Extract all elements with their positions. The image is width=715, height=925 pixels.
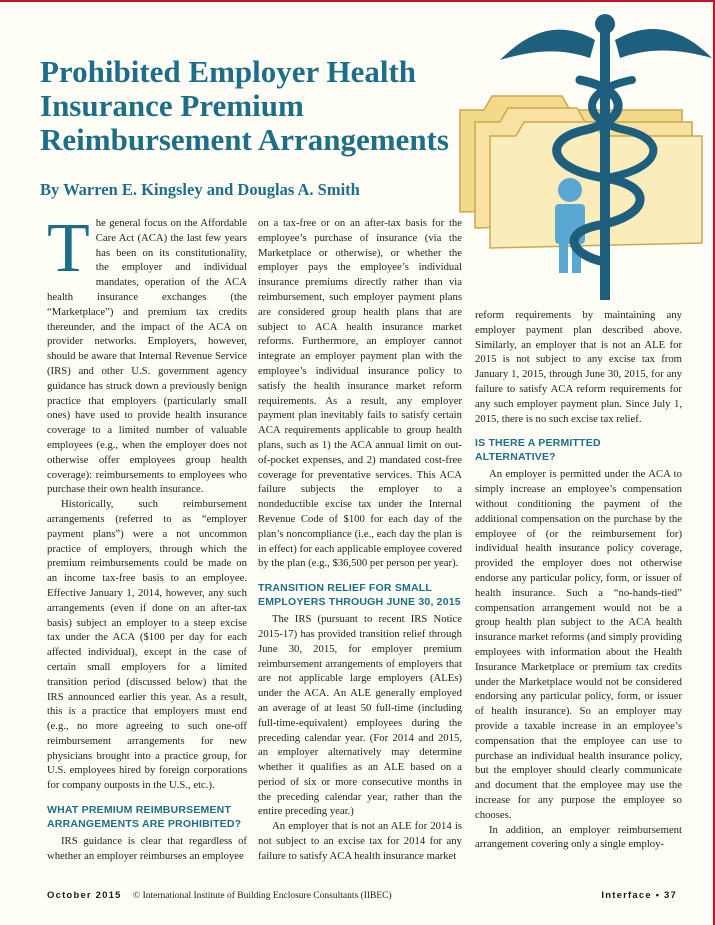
section-heading-prohibited: WHAT PREMIUM REIMBURSEMENT ARRANGEMENTS ARE PROHIBITED? bbox=[47, 804, 242, 831]
paragraph-2: Historically, such reimbursement arrangements (referred to as “employer payment plans”) were a not uncommon practice of employers, through which the premium reimbursements could be made on an income tax-free basis to an employee. Effective January 1, 2014, however, any such arrangements (even if done on an after-tax basis) subject an employer to a steep excise tax under the ACA ($100 per day for each affected individual), except in the case of certain small employers for a limited transition period (discussed below) that the IRS announced earlier this year. As a result, this is a practice that employers must end (e.g., no more agreeing to such one-off reimbursement arrangements for new physicians brought into a practice group, for U.S. employees hired by foreign corporations for company outposts in the U.S., etc.). bbox=[47, 498, 247, 792]
footer-month: October 2015 bbox=[47, 890, 122, 901]
footer-page-number: 37 bbox=[664, 890, 677, 901]
drop-cap: T bbox=[47, 216, 90, 287]
paragraph-4: The IRS (pursuant to recent IRS Notice 2015-17) has provided transition relief through June 30, 2015, for employer premium reimbursement arrangements of employers that are not applicable large employers (ALEs) under the ACA. An ALE generally employed an average of at least 50 full-time (including full-time-equivalent) employees during the preceding calendar year. (For 2014 and 2015, an employer alternatively may determine whether it qualifies as an ALE based on a period of six or more consecutive months in the preceding calendar year, rather than the entire preceding year.) bbox=[258, 613, 462, 818]
article-title: Prohibited Employer Health Insurance Premium Reimbursement Arrangements bbox=[40, 54, 449, 157]
column-2 bbox=[258, 216, 462, 876]
page-footer bbox=[47, 890, 677, 906]
paragraph-1 bbox=[47, 216, 247, 497]
section-heading-alternative: IS THERE A PERMITTED ALTERNATIVE? bbox=[475, 437, 601, 464]
paragraph-6: An employer is permitted under the ACA to simply increase an employee’s compensation without conditioning the payment of the additional compensation on the purchase by the employee of (or the reimbursement for) individual health insurance policy coverage, provided the employer does not otherwise endorse any particular policy, form, or issuer of health insurance. Such a “no-hands-tied” compensation arrangement would not be a group health plan subject to the ACA health insurance market reforms (and simply providing employees with information about the Health Insurance Marketplace or premium tax credits under the Marketplace would not be considered endorsing any particular policy, form, or issuer of health insurance). So an employer may provide a taxable increase in an employee’s compensation that the employee can use to purchase an individual health insurance policy, but the employer should clearly communicate and document that the employee may use the increase for any purpose the employee so chooses. bbox=[475, 468, 682, 821]
paragraph-3: IRS guidance is clear that regardless of whether an employer reimburses an employee bbox=[47, 835, 247, 862]
article-byline: By Warren E. Kingsley and Douglas A. Smith bbox=[40, 180, 360, 199]
article-body bbox=[0, 216, 715, 878]
paragraph-7: In addition, an employer reimbursement arrangement covering only a single employ- bbox=[475, 823, 682, 851]
footer-magazine-page bbox=[601, 890, 677, 901]
section-heading-transition: TRANSITION RELIEF FOR SMALL EMPLOYERS THROUGH JUNE 30, 2015 bbox=[258, 582, 461, 609]
column-3 bbox=[475, 308, 682, 876]
paragraph-5-continued: reform requirements by maintaining any employer payment plan described above. Similarly, an employer that is not an ALE for 2015 is not subject to any excise tax from January 1, 2015, through June 30, 2015, for any failure to satisfy ACA reform requirements for any such employer payment plan. Since July 1, 2015, there is no such excise tax relief. bbox=[475, 309, 682, 425]
paragraph-3-continued: on a tax-free or on an after-tax basis for the employee’s purchase of insurance (via the Marketplace or otherwise), or whether the employer pays the employee’s individual insurance premiums directly rather than via reimbursement, such employer payment plans are considered group health plans that are subject to ACA health insurance market reforms. Furthermore, an employer cannot integrate an employer payment plan with the employee’s individual insurance policy to satisfy the health insurance market reform requirements. As a result, any employer payment plan inevitably fails to satisfy certain ACA requirements applicable to group health plans, such as 1) the ACA annual limit on out-of-pocket expenses, and 2) mandated cost-free coverage for preventative services. This ACA failure subjects the employer to a nondeductible excise tax under the Internal Revenue Code of $100 for each day of the plan’s noncompliance (i.e., each day the plan is in effect) for each applicable employee covered by the plan (e.g., $36,500 per person per year). bbox=[258, 217, 462, 570]
footer-copyright: © International Institute of Building Enclosure Consultants (IIBEC) bbox=[133, 891, 392, 901]
paragraph-5: An employer that is not an ALE for 2014 is not subject to an excise tax for 2014 for any failure to satisfy ACA health insurance market bbox=[258, 820, 462, 862]
footer-magazine: Interface bbox=[601, 890, 652, 901]
paragraph-1-text: he general focus on the Affordable Care Act (ACA) the last few years has been on its constitutionality, the employer and individual mandates, operation of the ACA health insurance exchanges (the “Marketplace”) and premium tax credits thereunder, and the impact of the ACA on provider networks. Employers, however, should be aware that Internal Revenue Service (IRS) and other U.S. government agency guidance has struck down a previously benign practice that employers (particularly small ones) have used to provide health insurance coverage to a limited number of valuable employees (e.g., when the employer does not otherwise offer employees group health coverage): reimbursements to employees who purchase their own health insurance. bbox=[47, 217, 247, 496]
column-1 bbox=[47, 216, 247, 876]
footer-bullet: • bbox=[655, 890, 661, 901]
